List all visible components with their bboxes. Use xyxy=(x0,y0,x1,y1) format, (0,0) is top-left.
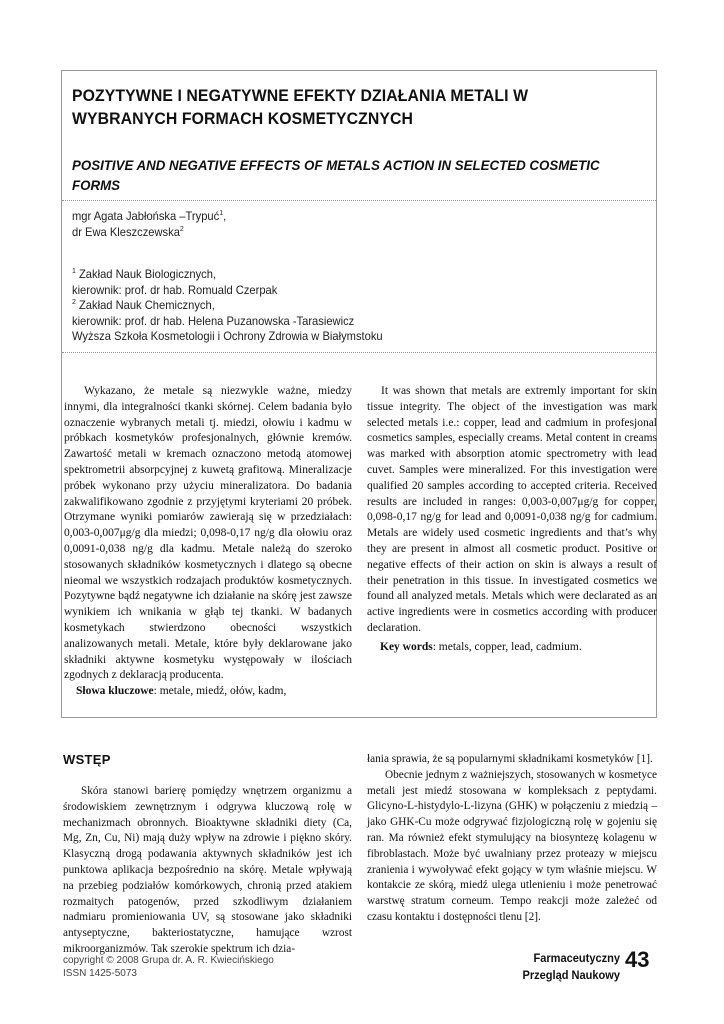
title-polish: POZYTYWNE I NEGATYWNE EFEKTY DZIAŁANIA METALI W WYBRANYCH FORMACH KOSMETYCZNYCH xyxy=(72,86,529,128)
keywords-list: : metale, miedź, ołów, kadm, xyxy=(153,685,287,697)
affiliation-divider xyxy=(62,352,656,353)
affiliation-line: kierownik: prof. dr hab. Romuald Czerpak xyxy=(72,282,278,297)
affiliation-text: Zakład Nauk Chemicznych, xyxy=(75,298,215,312)
author-footnote-mark: 2 xyxy=(179,223,184,233)
affiliations xyxy=(72,267,383,345)
header-divider xyxy=(62,200,656,201)
author-1 xyxy=(72,209,226,225)
issn-text: ISSN 1425-5073 xyxy=(63,968,137,979)
page-number: 43 xyxy=(625,947,650,972)
author-2 xyxy=(72,225,226,241)
journal-name-line: Przegląd Naukowy xyxy=(522,968,620,982)
affiliation-line: kierownik: prof. dr hab. Helena Puzanowska -Tarasiewicz xyxy=(72,313,355,328)
copyright-block xyxy=(63,954,274,980)
affiliation-line: Wyższa Szkoła Kosmetologii i Ochrony Zdrowia w Białymstoku xyxy=(72,329,383,343)
author-name: mgr Agata Jabłońska –Trypuć xyxy=(72,209,220,223)
keywords-label: Słowa kluczowe xyxy=(76,685,154,697)
author-name: dr Ewa Kleszczewska xyxy=(72,224,180,239)
affiliation-line xyxy=(72,267,383,283)
affiliation-text: Zakład Nauk Biologicznych, xyxy=(75,267,217,281)
title-english: POSITIVE AND NEGATIVE EFFECTS OF METALS ACTION IN SELECTED COSMETIC FORMS xyxy=(72,157,600,193)
body-column-right xyxy=(367,752,657,926)
affiliation-mark: 1 xyxy=(72,266,76,275)
affiliation-line xyxy=(72,298,383,314)
keywords-label: Key words xyxy=(380,641,433,653)
body-paragraph-left: Skóra stanowi barierę pomiędzy wnętrzem organizmu a środowiskiem zewnętrznym i odgrywa kluczową rolę w mechanizmach obronnych. Bioaktywne składniki diety (Ca, Mg, Zn, Cu, Ni) mają duży wpływ na zdrowie i piękno skóry. Klasyczną drogą podawania aktywnych składników jest ich punktowa aplikacja bezpośrednio na skórę. Metale wpływają na przebieg podziałów komórkowych, chronią przed atakiem rozmaitych patogenów, przed szkodliwym działaniem nadmiaru promieniowania UV, są stosowane jako składniki antyseptyczne, bakteriostatyczne, hamujące wzrost mikroorganizmów. Tak szerokie spektrum ich dzia- xyxy=(63,785,352,955)
author-list xyxy=(72,209,226,240)
body-paragraph: Obecnie jednym z ważniejszych, stosowanych w kosmetyce metali jest miedź stosowana w kompleksach z peptydami. Glicyno-L-histydylo-L-lizyna (GHK) w połączeniu z miedzią – jako GHK-Cu może odgrywać fizjologiczną rolę w gojeniu się ran. Ma również efekt stymulujący na biosyntezę kolagenu w fibroblastach. Może być uwalniany przez proteazy w miejscu zranienia i wywoływać efekt gojący w tym właśnie miejscu. W kontakcie ze skórą, miedź ulega utlenieniu i może penetrować warstwę stratum corneum. Tempo reakcji może zależeć od czasu kontaktu i dostępności tlenu [2]. xyxy=(367,768,657,923)
keywords-polish xyxy=(76,684,286,699)
journal-name-line: Farmaceutyczny xyxy=(533,951,620,965)
copyright-text: copyright © 2008 Grupa dr. A. R. Kwiecińskiego xyxy=(63,955,274,966)
abstract-polish: Wykazano, że metale są niezwykle ważne, miedzy innymi, dla integralności tkanki skórnej. Celem badania było oznaczenie wybranych metali tj. miedzi, ołowiu i kadmu w próbkach kosmetyków profesjonalnych, głównie kremów. Zawartość metali w kremach oznaczono metodą atomowej spektrometrii absorpcyjnej z kuwetą grafitową. Mineralizacje próbek wykonano przy użyciu mineralizatora. Do badania zakwalifikowano zgodnie z przyjętymi kryteriami 20 próbek. Otrzymane wyniki pomiarów zawierają się w przedziałach: 0,003-0,007μg/g dla miedzi; 0,098-0,17 ng/g dla ołowiu oraz 0,0091-0,038 ng/g dla kadmu. Metale należą do szeroko stosowanych składników kosmetycznych i dlatego są obecne nieomal we wszystkich rodzajach produktów kosmetycznych. Pozytywne bądź negatywne ich działanie na skórę jest zawsze wynikiem ich wnikania w głąb tej tkanki. W badanych kosmetykach stwierdzono obecności wszystkich analizowanych metali. Metale, które były deklarowane jako składniki aktywne kosmetyku występowały w ilościach zgodnych z deklaracją producenta. xyxy=(64,385,352,682)
keywords-english xyxy=(380,640,582,655)
section-heading: WSTĘP xyxy=(63,752,111,767)
keywords-list: : metals, copper, lead, cadmium. xyxy=(432,641,582,653)
body-paragraph: łania sprawia, że są popularnymi składnikami kosmetyków [1]. xyxy=(367,753,653,765)
journal-name xyxy=(510,950,620,984)
author-separator: , xyxy=(223,209,227,223)
abstract-english: It was shown that metals are extremly important for skin tissue integrity. The object of the investigation was mark selected metals i.e.: copper, lead and cadmium in profesjonal cosmetics samples, especially creams. Metal content in creams was marked with absorption atomic spectrometry with lead cuvet. Samples were mineralized. For this investigation were qualified 20 samples according to accepted criteria. Received results are included in ranges: 0,003-0,007μg/g for copper, 0,098-0,17 ng/g for lead and 0,0091-0,038 ng/g for cadmium. Metals are widely used cosmetic ingredients and that’s why they are present in almost all cosmetic product. Positive or negative effects of their action on skin is always a result of their penetration in this tissue. In investigated cosmetics we found all analyzed metals. Metals which were declarated as an active ingredients were in cosmetics according with producer declaration. xyxy=(367,385,657,634)
affiliation-mark: 2 xyxy=(72,297,76,306)
author-footnote-mark: 1 xyxy=(219,208,224,217)
